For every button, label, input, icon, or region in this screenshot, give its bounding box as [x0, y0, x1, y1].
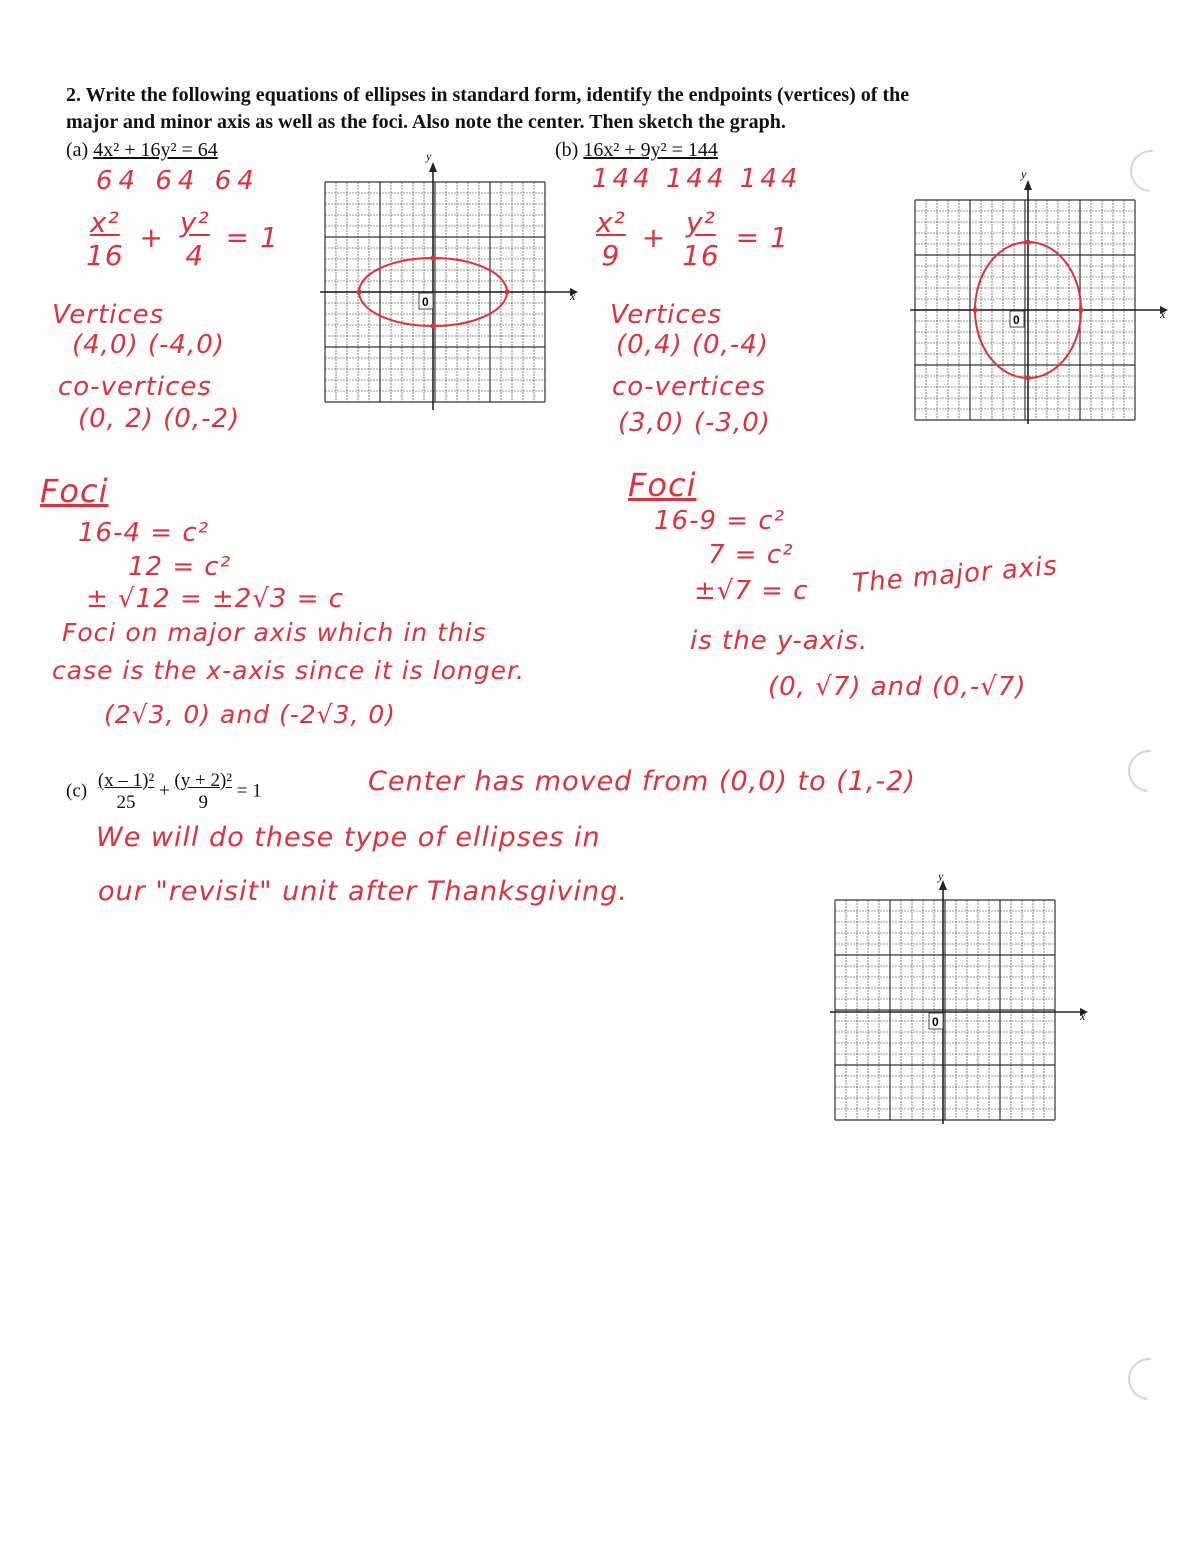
- problem-intro-line2: major and minor axis as well as the foci. Also note the center. Then sketch the graph.: [66, 111, 786, 133]
- part-a-frac-x-num: x²: [89, 206, 120, 239]
- part-c-frac-x: [98, 770, 154, 814]
- graph-b-x-label: x: [1160, 307, 1166, 321]
- graph-b-origin-label: 0: [1013, 313, 1020, 327]
- part-c-note-line1: Center has moved from (0,0) to (1,-2): [368, 766, 916, 797]
- part-b-vertices-label: Vertices: [610, 300, 723, 330]
- part-a-foci-line3: ± √12 = ±2√3 = c: [86, 584, 345, 614]
- part-a-divisors: 64 64 64: [96, 166, 260, 196]
- graph-a-y-label: y: [426, 152, 432, 163]
- part-b-note-line2: is the y-axis.: [690, 626, 869, 656]
- part-c-label: (c): [66, 780, 88, 802]
- part-a-frac-x: [86, 206, 124, 272]
- part-c-frac-y: [174, 770, 232, 814]
- graph-b-y-arrow: [1024, 180, 1032, 190]
- part-b-foci-line1: 16-9 = c²: [654, 506, 786, 536]
- part-a-label: (a): [66, 139, 89, 161]
- part-b-co-vertices: (3,0) (-3,0): [618, 408, 771, 438]
- binder-hole-middle: [1119, 741, 1178, 800]
- graph-b: [910, 170, 1172, 426]
- graph-b-covertex-left: [972, 307, 977, 312]
- graph-c-y-label: y: [938, 870, 944, 883]
- part-a-equation: 4x² + 16y² = 64: [93, 139, 218, 161]
- part-b-foci-line2: 7 = c²: [708, 540, 794, 570]
- part-a-note-line3: (2√3, 0) and (-2√3, 0): [104, 700, 397, 729]
- part-a-frac-y: [180, 206, 210, 272]
- part-b-note-line1: The major axis: [851, 551, 1059, 599]
- part-c-plus: +: [158, 780, 170, 802]
- part-c-note-line3: our "revisit" unit after Thanksgiving.: [98, 876, 628, 907]
- part-a-heading: [66, 139, 218, 162]
- part-c-frac-x-den: 25: [116, 792, 136, 813]
- graph-a: [320, 152, 582, 412]
- part-a-vertices: (4,0) (-4,0): [72, 330, 225, 360]
- part-b-label: (b): [555, 139, 579, 161]
- part-a-frac-y-den: 4: [185, 239, 205, 272]
- part-a-foci-label: Foci: [40, 472, 109, 510]
- part-a-vertices-label: Vertices: [52, 300, 165, 330]
- part-a-frac-x-den: 16: [86, 239, 124, 272]
- problem-intro-line1: 2. Write the following equations of ellipses in standard form, identify the endpoints (vertices) of the: [66, 84, 910, 106]
- part-a-standard-form: $\frac{\text{x²}}{16}$ + $\frac{\text{y²}}{4}$ = 1: [86, 206, 279, 272]
- graph-a-x-label: x: [570, 289, 576, 303]
- part-b-frac-x-den: 9: [601, 239, 621, 272]
- part-c-frac-y-num: (y + 2)²: [174, 770, 232, 791]
- part-c-note-line2: We will do these type of ellipses in: [96, 822, 601, 853]
- part-a-foci-line2: 12 = c²: [128, 552, 232, 582]
- graph-b-covertex-right: [1078, 307, 1083, 312]
- graph-c-x-label: x: [1080, 1009, 1086, 1023]
- part-a-co-vertices: (0, 2) (0,-2): [78, 404, 241, 434]
- graph-c: [830, 870, 1092, 1126]
- part-b-frac-y-den: 16: [682, 239, 720, 272]
- graph-b-vertex-bottom: [1025, 375, 1030, 380]
- graph-a-vertex-left: [356, 289, 361, 294]
- part-c-heading: [66, 770, 262, 814]
- part-b-equation: 16x² + 9y² = 144: [583, 139, 718, 161]
- part-c-frac-x-num: (x – 1)²: [97, 770, 155, 791]
- graph-b-y-label: y: [1021, 170, 1027, 181]
- graph-a-vertex-right: [504, 289, 509, 294]
- part-b-note-line3: (0, √7) and (0,-√7): [768, 672, 1027, 702]
- part-a-note-line2: case is the x-axis since it is longer.: [52, 656, 525, 685]
- binder-hole-bottom: [1119, 1349, 1178, 1408]
- graph-c-origin-label: 0: [932, 1015, 939, 1029]
- graph-c-grid: [835, 900, 1055, 1120]
- part-a-foci-line1: 16-4 = c²: [78, 518, 210, 548]
- part-a-note-line1: Foci on major axis which in this: [62, 618, 487, 647]
- part-b-foci-line3: ±√7 = c: [694, 576, 809, 606]
- part-b-frac-y: [682, 206, 720, 272]
- part-b-divisors: 144 144 144: [592, 164, 802, 194]
- part-b-vertices: (0,4) (0,-4): [616, 330, 769, 360]
- part-c-rhs: = 1: [236, 780, 262, 802]
- graph-a-origin-label: 0: [422, 295, 429, 309]
- graph-a-y-arrow: [429, 162, 437, 172]
- part-b-frac-x-num: x²: [596, 206, 626, 239]
- part-b-co-vertices-label: co-vertices: [612, 372, 766, 402]
- part-a-co-vertices-label: co-vertices: [58, 372, 212, 402]
- part-b-foci-label: Foci: [628, 466, 697, 504]
- graph-a-covertex-top: [430, 255, 435, 260]
- part-b-frac-x: [596, 206, 626, 272]
- part-c-frac-y-den: 9: [198, 792, 208, 813]
- graph-a-covertex-bottom: [430, 323, 435, 328]
- graph-b-vertex-top: [1025, 239, 1030, 244]
- part-b-standard-form: $\frac{\text{x²}}{9}$ + $\frac{\text{y²}}{16}$ = 1: [596, 206, 789, 272]
- part-a-frac-y-num: y²: [179, 206, 210, 239]
- part-b-frac-y-num: y²: [686, 206, 716, 239]
